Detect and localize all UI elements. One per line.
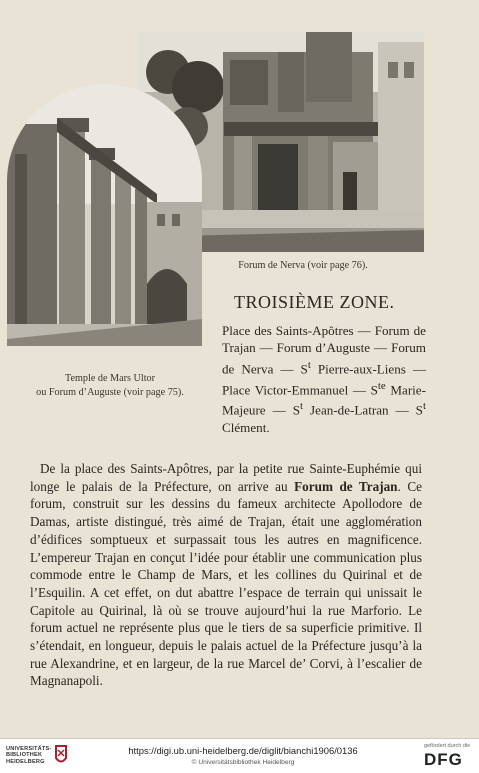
library-name-line-3: HEIDELBERG bbox=[6, 758, 45, 765]
viewer-footer bbox=[0, 738, 479, 773]
page-url-link[interactable]: https://digi.ub.uni-heidelberg.de/diglit/bianchi1906/0136 bbox=[128, 745, 358, 756]
body-paragraph bbox=[30, 460, 422, 690]
library-name-line-1: UNIVERSITÄTS- bbox=[6, 746, 52, 752]
dfg-logo[interactable]: DFG bbox=[424, 750, 463, 769]
caption-temple-de-mars-ultor bbox=[12, 372, 208, 400]
library-emblem-icon bbox=[54, 744, 68, 771]
caption-mars-line-1: Temple de Mars Ultor bbox=[64, 373, 156, 384]
dfg-funding-note: gefördert durch die bbox=[424, 743, 471, 749]
photo-temple-de-mars-ultor bbox=[7, 84, 202, 346]
zone-places-list: Place des Saints-Apôtres — Forum de Trajan — Forum d’Auguste — Forum de Nerva — $S^t$ Pierre-aux-Liens — Place Victor-Emmanuel — $S^{te}$ Marie-Majeure — $S^t$ Jean-de-Latran — $S^t$ Clément. bbox=[222, 323, 426, 436]
copyright-notice: © Universitätsbibliothek Heidelberg bbox=[191, 759, 295, 766]
caption-forum-de-nerva: Forum de Nerva (voir page 76). bbox=[238, 260, 368, 271]
zone-title: TROISIÈME ZONE. bbox=[234, 292, 395, 312]
body-paragraph-text: De la place des Saints-Apôtres, par la petite rue Sainte-Euphémie qui longe le palais de la Préfecture, on arrive au Forum de Trajan. Ce forum, construit sur les dessins du fameux architecte Apollodore de Damas, artiste distingué, très aimé de Trajan, était une agglomération d’édifices somptueux et surpassait tous les autres en magnificence. L’empereur Trajan en conçut l’idée pour établir une communication plus commode entre le Champ de Mars, et les collines du Quirinal et de l’Esquilin. A cet effet, on dut abattre l’espace de terrain qui unissait le Capitole au Quirinal, là où se trouve aujourd’hui la rue Marforio. Le forum actuel ne représente plus que le tiers de sa superficie primitive. Il s’étendait, en longueur, depuis le palais actuel de la Préfecture jusqu’à la rue Alexandrine, et en largeur, de la rue Marcel de’ Corvi, à l’escalier de Magnanapoli. bbox=[30, 461, 422, 689]
caption-mars-line-2: ou Forum d’Auguste (voir page 75). bbox=[36, 387, 184, 398]
library-name-line-2: BIBLIOTHEK bbox=[6, 752, 43, 759]
